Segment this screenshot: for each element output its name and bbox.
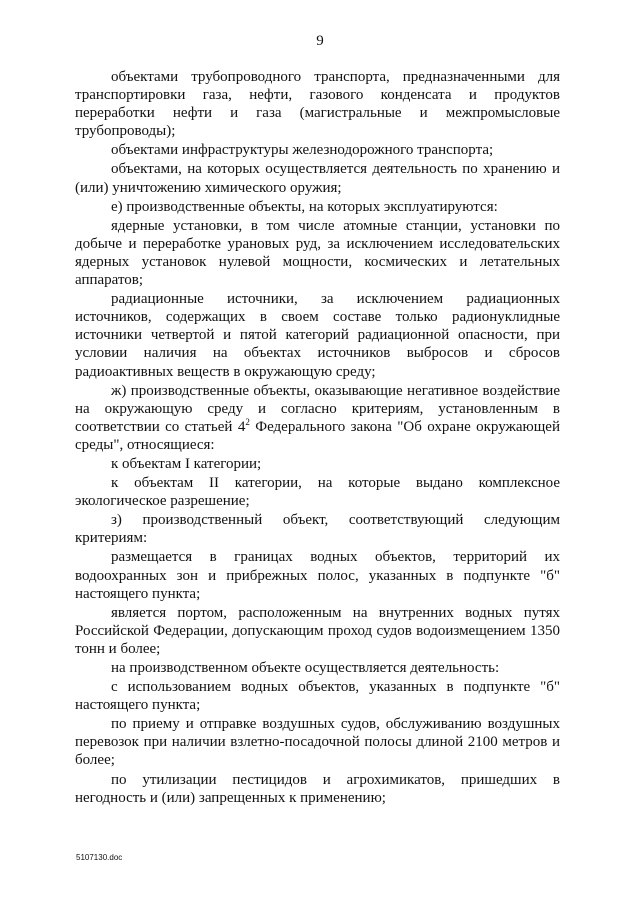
page-number: 9: [316, 33, 324, 49]
paragraph-text: ж) производственные объекты, оказывающие негативное воздействие на окружающую среду и согласно критериям, установленным в соответствии со статьей 4: [75, 382, 560, 435]
file-name-footer: 5107130.doc: [76, 853, 123, 862]
paragraph-text-tail: Федерального закона "Об охране окружающей среды", относящиеся:: [75, 418, 560, 453]
paragraph: размещается в границах водных объектов, территорий их водоохранных зон и прибрежных полос, указанных в подпункте "б" настоящего пункта;: [75, 549, 560, 602]
paragraph: по утилизации пестицидов и агрохимикатов, пришедших в негодность и (или) запрещенных к применению;: [75, 771, 560, 806]
paragraph: к объектам II категории, на которые выдано комплексное экологическое разрешение;: [75, 475, 560, 510]
paragraph: радиационные источники, за исключением радиационных источников, содержащих в своем составе только радионуклидные источники четвертой и пятой категорий радиационной опасности, при условии наличия на объектах источников выбросов и сбросов радиоактивных веществ в окружающую среду;: [75, 291, 560, 380]
paragraph: к объектам I категории;: [111, 455, 262, 472]
paragraph: [75, 382, 560, 454]
paragraph: по приему и отправке воздушных судов, обслуживанию воздушных перевозок при наличии взлетно-посадочной полосы длиной 2100 метров и более;: [75, 716, 560, 769]
superscript: 2: [245, 416, 250, 427]
paragraph: е) производственные объекты, на которых эксплуатируются:: [111, 198, 498, 215]
paragraph: объектами инфраструктуры железнодорожного транспорта;: [111, 142, 494, 159]
paragraph: с использованием водных объектов, указанных в подпункте "б" настоящего пункта;: [75, 679, 560, 714]
document-body: [75, 68, 560, 808]
paragraph: является портом, расположенным на внутренних водных путях Российской Федерации, допускающим проход судов водоизмещением 1350 тонн и более;: [75, 604, 560, 657]
paragraph: ядерные установки, в том числе атомные станции, установки по добыче и переработке урановых руд, за исключением исследовательских ядерных установок нулевой мощности, космических и летательных аппаратов;: [75, 217, 560, 289]
paragraph: объектами, на которых осуществляется деятельность по хранению и (или) уничтожению химического оружия;: [75, 161, 560, 196]
paragraph: объектами трубопроводного транспорта, предназначенными для транспортировки газа, нефти, газового конденсата и продуктов переработки нефти и газа (магистральные и межпромысловые трубопроводы);: [75, 69, 560, 140]
paragraph: з) производственный объект, соответствующий следующим критериям:: [75, 512, 560, 547]
paragraph: на производственном объекте осуществляется деятельность:: [111, 660, 500, 676]
